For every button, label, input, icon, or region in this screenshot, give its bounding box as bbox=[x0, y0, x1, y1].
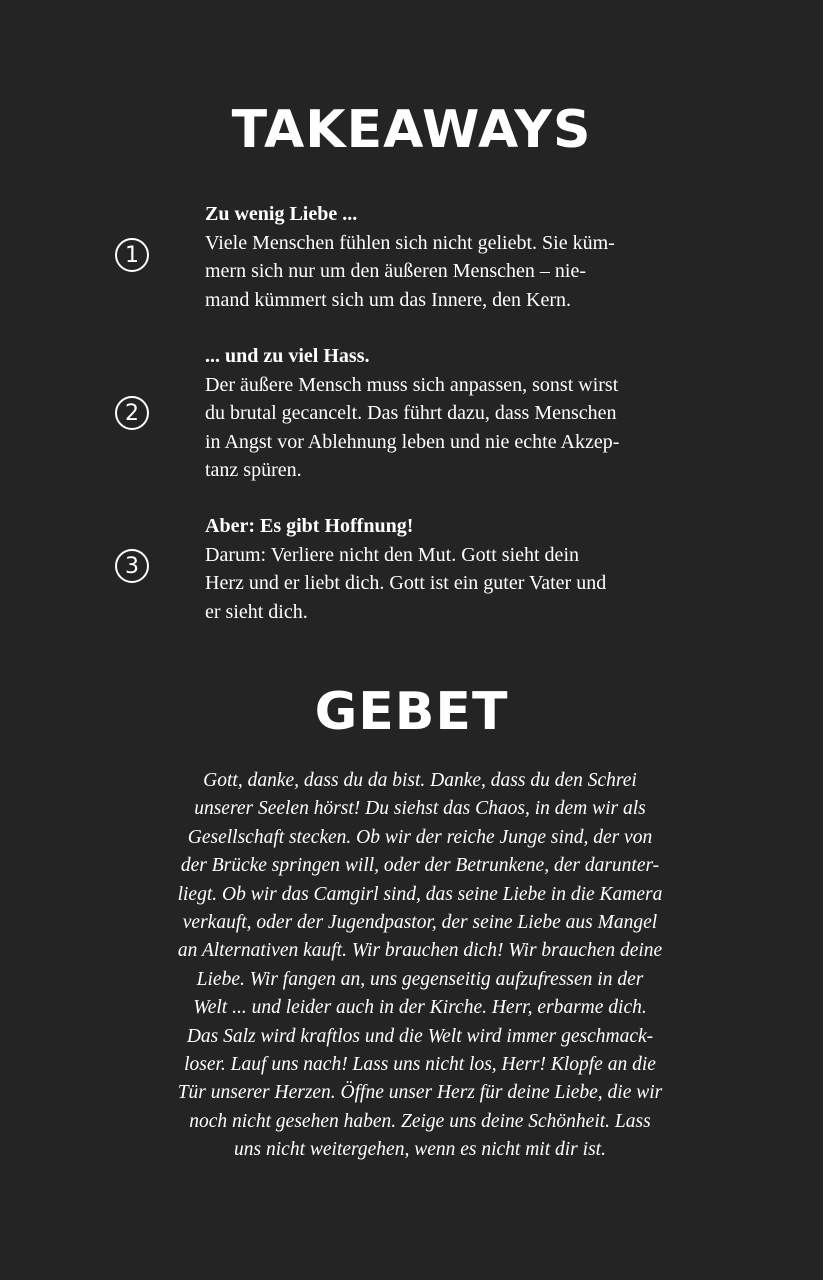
prayer-line: Tür unserer Herzen. Öffne unser Herz für deine Liebe, die wir bbox=[177, 1082, 663, 1104]
prayer-line: loser. Lauf uns nach! Lass uns nicht los, Herr! Klopfe an die bbox=[184, 1054, 656, 1076]
takeaway-text bbox=[205, 512, 675, 626]
number-circle-icon: 1 bbox=[115, 238, 149, 272]
takeaway-title: Zu wenig Liebe ... bbox=[205, 203, 358, 225]
prayer-line: der Brücke springen will, oder der Betrunkene, der darunter- bbox=[180, 855, 660, 877]
prayer-line: Das Salz wird kraftlos und die Welt wird immer geschmack- bbox=[186, 1025, 654, 1047]
takeaway-text bbox=[205, 200, 675, 314]
prayer-line: uns nicht weitergehen, wenn es nicht mit dir ist. bbox=[234, 1139, 606, 1161]
takeaways-heading: TAKEAWAYS bbox=[231, 100, 592, 160]
prayer-line: Gott, danke, dass du da bist. Danke, dass du den Schrei bbox=[203, 770, 637, 791]
prayer-line: unserer Seelen hörst! Du siehst das Chaos, in dem wir als bbox=[194, 798, 646, 820]
takeaway-body: Viele Menschen fühlen sich nicht geliebt. Sie küm- mern sich nur um den äußeren Menschen – nie- mand kümmert sich um das Innere, den Kern. bbox=[205, 231, 615, 311]
takeaway-title: Aber: Es gibt Hoffnung! bbox=[205, 515, 414, 537]
prayer-text bbox=[160, 767, 680, 1165]
prayer-heading: GEBET bbox=[314, 682, 509, 742]
prayer-line: noch nicht gesehen haben. Zeige uns deine Schönheit. Lass bbox=[189, 1110, 651, 1132]
takeaway-text bbox=[205, 342, 675, 485]
takeaway-body: Darum: Verliere nicht den Mut. Gott sieht dein Herz und er liebt dich. Gott ist ein guter Vater und er sieht dich. bbox=[205, 543, 607, 623]
prayer-line: an Alternativen kauft. Wir brauchen dich! Wir brauchen deine bbox=[177, 940, 663, 962]
takeaway-body: Der äußere Mensch muss sich anpassen, sonst wirst du brutal gecancelt. Das führt dazu, dass Menschen in Angst vor Ablehnung leben und nie echte Akzep- tanz spüren. bbox=[205, 373, 620, 481]
number-circle-icon: 2 bbox=[115, 396, 149, 430]
prayer-line: verkauft, oder der Jugendpastor, der seine Liebe aus Mangel bbox=[182, 912, 658, 934]
number-circle-icon: 3 bbox=[115, 549, 149, 583]
prayer-line: Welt ... und leider auch in der Kirche. Herr, erbarme dich. bbox=[193, 997, 647, 1019]
prayer-line: liegt. Ob wir das Camgirl sind, das seine Liebe in die Kamera bbox=[177, 883, 663, 905]
prayer-line: Liebe. Wir fangen an, uns gegenseitig aufzufressen in der bbox=[196, 968, 644, 990]
prayer-line: Gesellschaft stecken. Ob wir der reiche Junge sind, der von bbox=[187, 826, 653, 848]
takeaway-title: ... und zu viel Hass. bbox=[205, 345, 370, 367]
